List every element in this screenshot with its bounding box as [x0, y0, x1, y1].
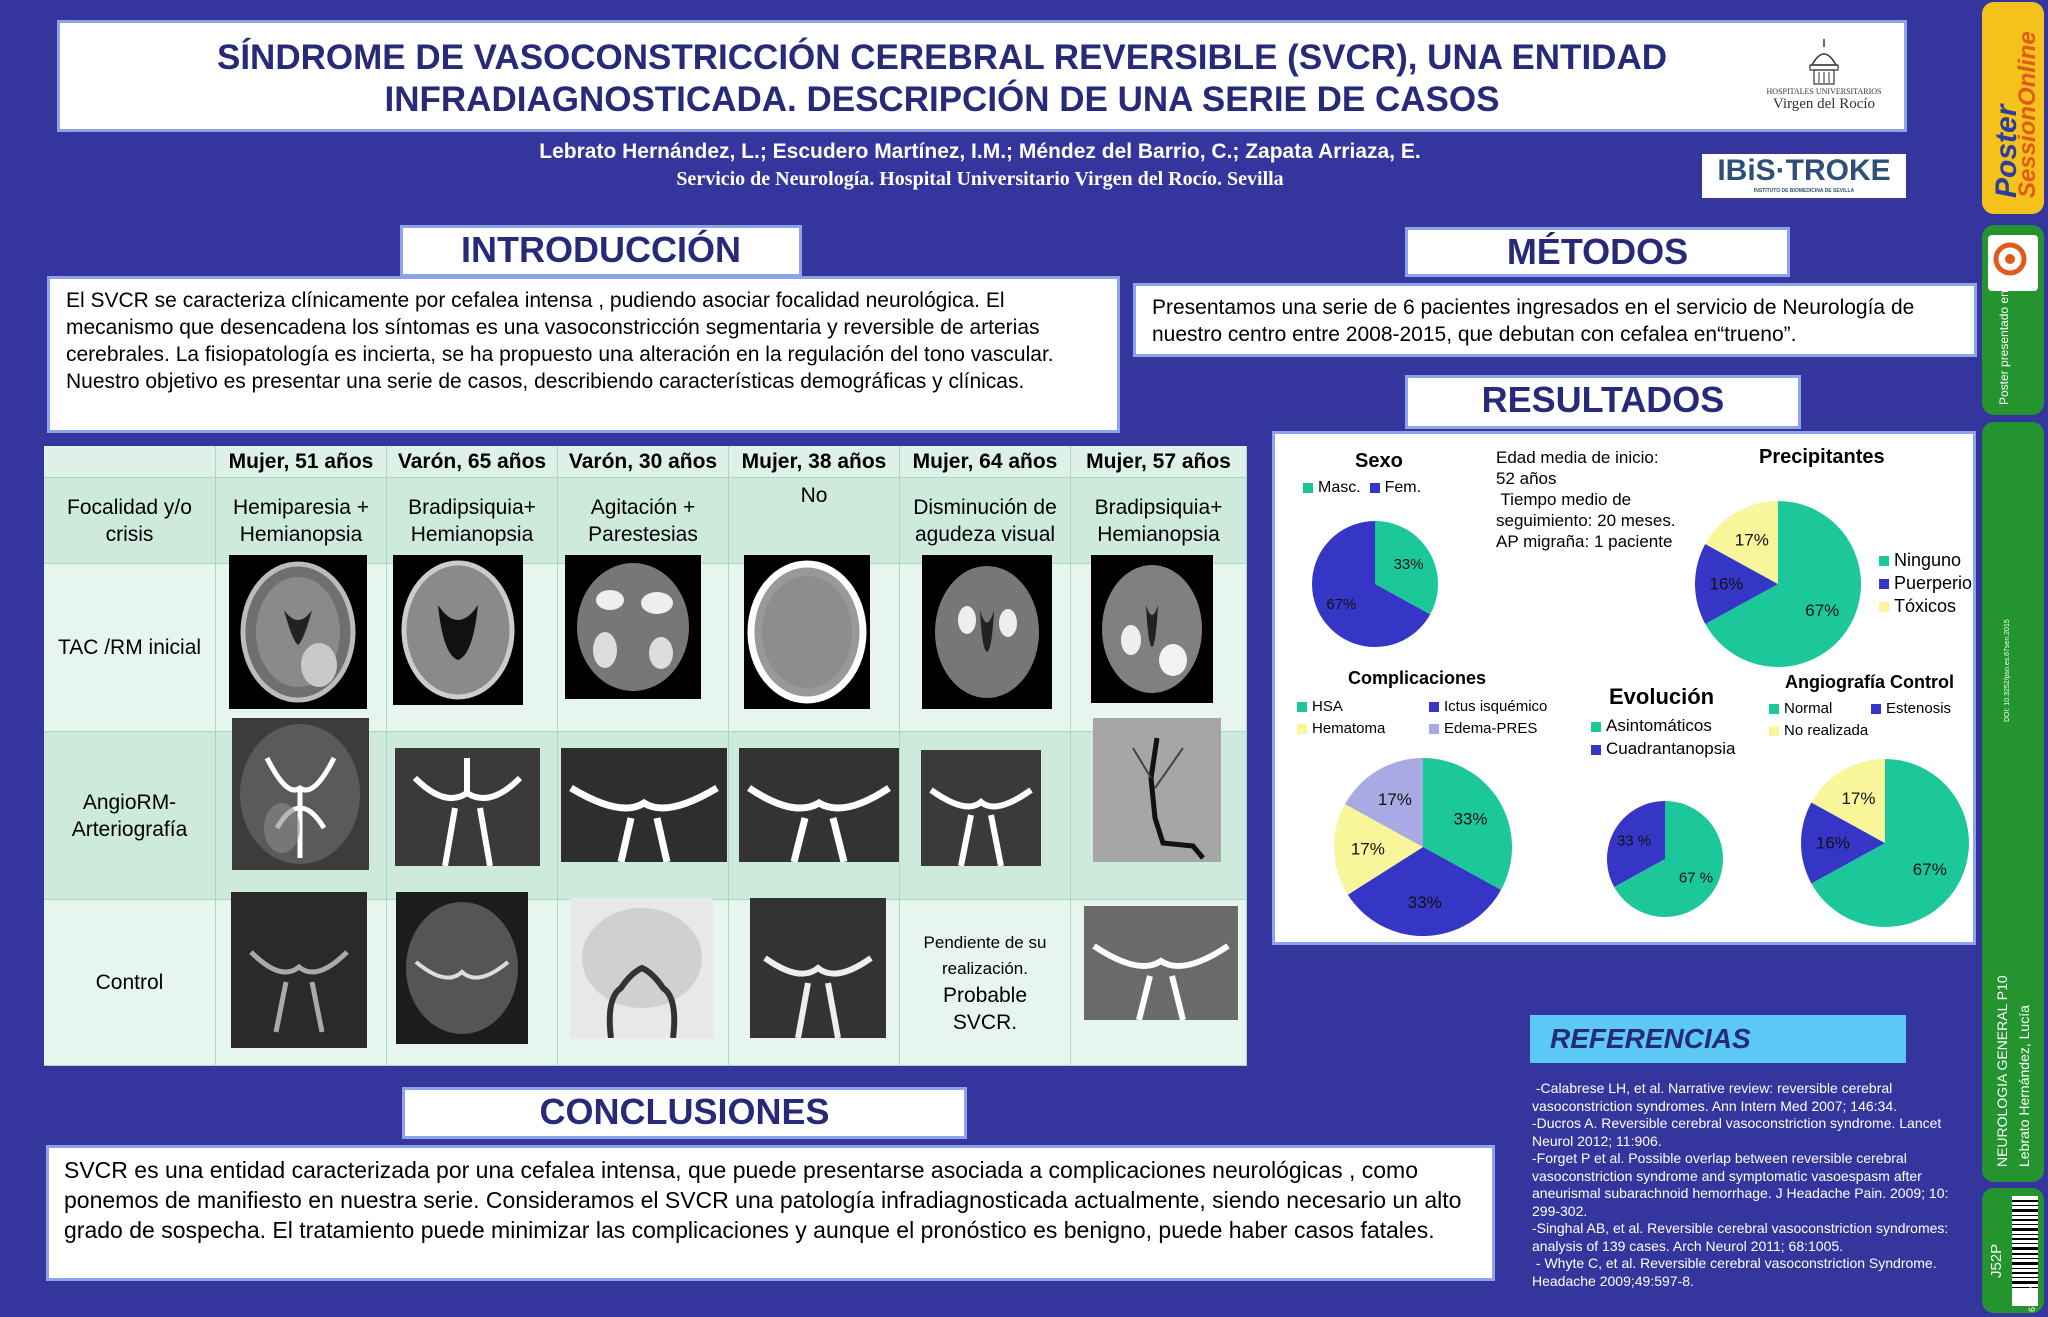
barcode-panel: [1982, 1188, 2044, 1313]
brand-session-online: SessionOnline: [2014, 31, 2041, 198]
chart-title-sexo: Sexo: [1355, 450, 1403, 472]
pie-value-label: 67%: [1326, 595, 1357, 613]
control-angiography-image: [571, 898, 713, 1038]
presented-at-label: Poster presentado en:: [1997, 286, 2011, 405]
row-label-tac: TAC /RM inicial: [44, 564, 216, 732]
results-panel: [1272, 431, 1976, 945]
reference-item: -Forget P et al. Possible overlap between reversible cerebral vasoconstriction syndrome and symptomatic vasoespasm after aneurismal subarachnoid hemorrhage. J Headache Pain. 2009; 10: 299-302.: [1532, 1150, 1949, 1219]
pie-value-label: 33%: [1407, 892, 1442, 912]
author-text: Lebrato Hernández, Lucía: [2016, 1005, 2032, 1167]
poster-title: [120, 37, 1764, 121]
legend-label: Cuadrantanopsia: [1606, 739, 1736, 758]
legend-swatch: [1591, 745, 1601, 755]
legend-swatch: [1879, 602, 1889, 612]
legend-precipitantes: [1879, 549, 1972, 618]
intro-header: INTRODUCCIÓN: [400, 225, 802, 277]
patient-header: Mujer, 51 años: [216, 446, 387, 478]
pie-chart-complicaciones: [1332, 756, 1514, 938]
legend-complicaciones: [1297, 696, 1567, 740]
patient-header: Varón, 30 años: [558, 446, 729, 478]
patient-header: Mujer, 64 años: [900, 446, 1071, 478]
control-mra-image: [750, 898, 886, 1038]
title-line-2: INFRADIAGNOSTICADA. DESCRIPCIÓN DE UNA SERIE DE CASOS: [384, 80, 1500, 119]
pie-chart-evolucion: [1605, 799, 1725, 919]
legend-label: Hematoma: [1312, 720, 1386, 737]
row-label-control: Control: [44, 900, 216, 1066]
angiography-image: [739, 748, 899, 862]
reference-item: -Ducros A. Reversible cerebral vasoconstriction syndrome. Lancet Neurol 2012; 11:906.: [1532, 1115, 1942, 1149]
pie-value-label: 67%: [1805, 600, 1840, 620]
angiography-image: [1093, 718, 1221, 862]
legend-label: No realizada: [1784, 722, 1869, 739]
chart-title-evolucion: Evolución: [1609, 684, 1715, 709]
angiography-image: [921, 750, 1041, 866]
legend-label: Ninguno: [1894, 550, 1962, 570]
doi-text: DOI: 10.3252/pso.es.67sen.2015: [2004, 619, 2011, 722]
focalidad-cell: Bradipsiquia+ Hemianopsia: [1071, 478, 1247, 564]
service: Servicio de Neurología. Hospital Universitario Virgen del Rocío. Sevilla: [676, 168, 1284, 190]
control-mra-image: [1084, 906, 1238, 1020]
mri-flair-image: [565, 555, 701, 699]
pie-value-label: 17%: [1377, 790, 1412, 810]
pie-value-label: 67%: [1912, 860, 1947, 880]
legend-swatch: [1591, 722, 1601, 732]
control-cell-pending: [900, 900, 1071, 1066]
pie-value-label: 16%: [1709, 574, 1744, 594]
pie-value-label: 33%: [1453, 809, 1488, 829]
poster-code: J52P: [1988, 1243, 2005, 1278]
barcode-label: 67SEN: [2027, 1283, 2037, 1312]
pie-value-label: 17%: [1734, 530, 1769, 550]
congress-logo: [1988, 235, 2038, 291]
legend-swatch: [1871, 704, 1881, 714]
legend-swatch: [1297, 724, 1307, 734]
pie-value-label: 33 %: [1616, 832, 1652, 850]
intro-text: El SVCR se caracteriza clínicamente por cefalea intensa , pudiendo asociar focalidad neurológica. El mecanismo que desencadena los síntomas es una vasoconstricción segmentaria y reversible de arterias cerebrales. La fisiopatología es incierta, se ha propuesto una alteración en la regulación del tono vascular. Nuestro objetivo es presentar una serie de casos, describiendo características demográficas y clínicas.: [47, 276, 1120, 433]
row-label-angio: AngioRM-Arteriografía: [44, 732, 216, 900]
mri-flair-image: [1091, 555, 1213, 703]
legend-swatch: [1769, 704, 1779, 714]
legend-evolucion: [1591, 714, 1735, 760]
demographics-line: Edad media de inicio:: [1496, 448, 1659, 467]
pie-chart-sexo: [1310, 519, 1440, 649]
results-header: RESULTADOS: [1405, 375, 1801, 429]
focalidad-cell: Hemiparesia + Hemianopsia: [216, 478, 387, 564]
focalidad-cell: Agitación + Parestesias: [558, 478, 729, 564]
legend-label: Asintomáticos: [1606, 716, 1712, 735]
reference-item: -Calabrese LH, et al. Narrative review: reversible cerebral vasoconstriction syndromes. Ann Intern Med 2007; 146:34.: [1532, 1080, 1897, 1114]
legend-swatch: [1429, 724, 1439, 734]
reference-item: - Whyte C, et al. Reversible cerebral vasoconstriction Syndrome. Headache 2009;49:597-8.: [1532, 1255, 1941, 1289]
brand-poster: Poster: [1990, 104, 2023, 198]
angiography-image: [395, 748, 540, 866]
chart-title-precipitantes: Precipitantes: [1759, 446, 1885, 468]
mri-axial-image: [229, 555, 367, 709]
legend-swatch: [1879, 556, 1889, 566]
methods-header: MÉTODOS: [1405, 227, 1790, 277]
control-pending-text: Pendiente de su realización.: [923, 932, 1047, 978]
chart-title-angiografia: Angiografía Control: [1785, 672, 1954, 692]
methods-text: Presentamos una serie de 6 pacientes ingresados en el servicio de Neurología de nuestro centro entre 2008-2015, que debutan con cefalea en“trueno”.: [1133, 283, 1977, 357]
ibis-stroke-logo: [1702, 154, 1906, 198]
title-banner: [57, 20, 1907, 132]
angiography-image: [232, 718, 369, 870]
legend-swatch: [1303, 483, 1313, 493]
reference-item: -Singhal AB, et al. Reversible cerebral vasoconstriction syndromes: analysis of 139 cases. Arch Neurol 2011; 68:1005.: [1532, 1220, 1949, 1254]
legend-angiografia: [1769, 698, 1979, 742]
poster-session-brand[interactable]: [1982, 2, 2044, 214]
ibis-logo-sub: INSTITUTO DE BIOMEDICINA DE SEVILLA: [1753, 188, 1855, 194]
row-label-focalidad: Focalidad y/o crisis: [44, 478, 216, 564]
chart-title-complicaciones: Complicaciones: [1348, 668, 1487, 688]
hospital-logo-name: Virgen del Rocío: [1772, 96, 1876, 112]
legend-label: Estenosis: [1886, 700, 1952, 717]
pie-value-label: 16%: [1815, 833, 1850, 853]
pie-value-label: 67 %: [1678, 869, 1714, 887]
title-line-1: SÍNDROME DE VASOCONSTRICCIÓN CEREBRAL REVERSIBLE (SVCR), UNA ENTIDAD: [216, 38, 1667, 77]
patient-header: Mujer, 57 años: [1071, 446, 1247, 478]
angiography-image: [561, 748, 727, 862]
hospital-logo: [1764, 37, 1884, 127]
conclusions-header: CONCLUSIONES: [402, 1087, 967, 1139]
poster-info-panel: [1982, 422, 2044, 1182]
focalidad-cell: Bradipsiquia+ Hemianopsia: [387, 478, 558, 564]
conclusions-text: SVCR es una entidad caracterizada por una cefalea intensa, que puede presentarse asociada a complicaciones neurológicas , como ponemos de manifiesto en nuestra serie. Consideramos el SVCR una patología infradiagnosticada actualmente, siendo necesario un alto grado de sospecha. El tratamiento puede minimizar las complicaciones y aunque el pronóstico es benigno, puede haber casos fatales.: [46, 1145, 1495, 1281]
pie-value-label: 17%: [1350, 839, 1385, 859]
legend-label: Ictus isquémico: [1444, 698, 1548, 715]
case-table: [44, 446, 1247, 1066]
demographics-line: seguimiento: 20 meses.: [1496, 511, 1676, 530]
hospital-dome-icon: [1794, 37, 1854, 87]
legend-label: Normal: [1784, 700, 1833, 717]
pie-chart-angiografia: [1799, 757, 1971, 929]
control-mra-image: [396, 892, 528, 1044]
focalidad-cell: No: [729, 478, 900, 564]
legend-label: Fem.: [1384, 479, 1422, 496]
legend-swatch: [1769, 726, 1779, 736]
demographics-line: Tiempo medio de: [1496, 490, 1632, 509]
category-text: NEUROLOGIA GENERAL P10: [1994, 975, 2010, 1167]
focalidad-cell: Disminución de agudeza visual: [900, 478, 1071, 564]
presented-at-panel: [1982, 225, 2044, 415]
ct-axial-image: [744, 555, 870, 709]
mri-axial-image: [393, 555, 523, 705]
references-list: [1532, 1080, 1962, 1290]
demographics-line: 52 años: [1496, 469, 1557, 488]
legend-label: HSA: [1312, 698, 1343, 715]
authors: Lebrato Hernández, L.; Escudero Martínez, I.M.; Méndez del Barrio, C.; Zapata Arriaza, E.: [539, 140, 1421, 163]
legend-swatch: [1297, 702, 1307, 712]
references-header: REFERENCIAS: [1530, 1015, 1906, 1063]
demographics-line: AP migraña: 1 paciente: [1496, 532, 1673, 551]
legend-swatch: [1879, 579, 1889, 589]
legend-swatch: [1370, 483, 1380, 493]
legend-sexo: [1303, 479, 1421, 497]
legend-swatch: [1429, 702, 1439, 712]
control-mra-image: [231, 892, 367, 1048]
table-corner: [44, 446, 216, 478]
legend-label: Masc.: [1318, 479, 1361, 496]
legend-label: Edema-PRES: [1444, 720, 1538, 737]
patient-header: Mujer, 38 años: [729, 446, 900, 478]
patient-header: Varón, 65 años: [387, 446, 558, 478]
pie-value-label: 33%: [1393, 556, 1424, 574]
hospital-logo-small: HOSPITALES UNIVERSITARIOS: [1766, 87, 1882, 96]
mri-flair-image: [922, 555, 1052, 709]
pie-chart-precipitantes: [1693, 499, 1863, 669]
legend-label: Puerperio: [1894, 573, 1973, 593]
pie-value-label: 17%: [1841, 788, 1876, 808]
ibis-logo-text: IBiS·TROKE: [1717, 154, 1891, 187]
demographics-text: [1496, 447, 1676, 552]
legend-label: Tóxicos: [1894, 596, 1957, 616]
control-probable-text: Probable SVCR.: [942, 983, 1028, 1034]
